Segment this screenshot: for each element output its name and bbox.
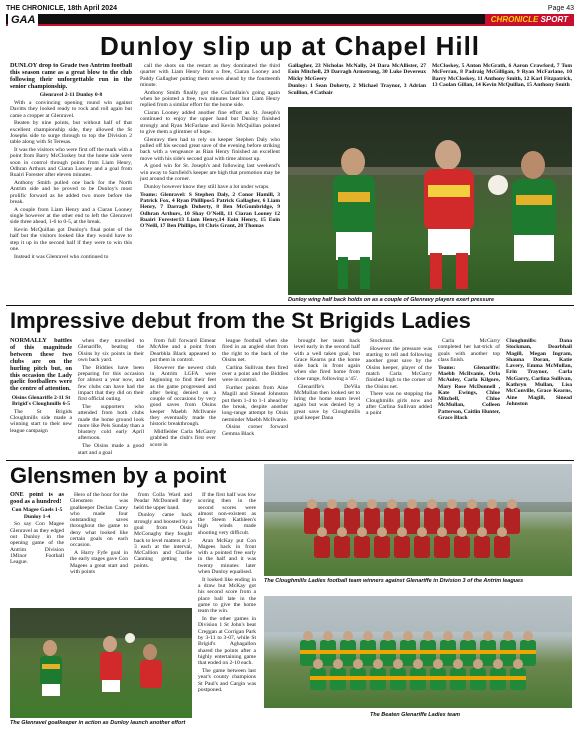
gaa-logo: GAA <box>8 14 38 26</box>
paragraph: Midfielder Carla McGarry grabbed the club's first ever score in <box>150 429 216 448</box>
photo-illustration <box>264 596 572 708</box>
paragraph: brought her team back level early in the second half with a well taken goal, but Grace Kearns put the home side back in front again when she fired home from close range, following a '45'. <box>294 338 360 382</box>
paragraph: Oisins corner forward Gemma Black <box>222 424 288 437</box>
publication-date: THE CHRONICLE, 18th April 2024 <box>6 4 117 12</box>
page-topline <box>6 3 574 13</box>
glenravel-photo-caption: The Glenravel goalkeeper in action as Dunloy launch another effort <box>10 720 186 726</box>
paragraph: Carlina Sullivan then fired over a point and the Biddies were in control. <box>222 364 288 384</box>
article1-column-1 <box>10 63 132 303</box>
paragraph: There was no stopping the Cloughmills girls now and after Carlina Sullivan added a point <box>366 391 432 417</box>
article2-column-1 <box>10 338 72 456</box>
paragraph: A Harry Fyfe goal in the early stages gave Con Magees a great start and with points <box>70 550 128 576</box>
article1-dunloy-team: Dunloy: 1 Sean Doherty, 2 Michael Traynor, 3 Adrian Scullion, 4 Cathair <box>288 83 426 96</box>
article2-column-4 <box>222 338 288 456</box>
article1-teams: Teams: Glenravel: S Stephen Daly, 2 Conor Hamill, 3 Patrick Fox, 4 Ryan Phillipos5 Patrick Gallagher, 6 Liam Henry, 7 Darragh Doherty, 8 Ben McGumbridge, 9 Odhran Arthurs, 10 Shay O'Neill, 11 Ciaran Looney 12 Ruairi Forester13 Liam Henry,14 Eoin Henry, 15 Eoin O'Neill, 17 Ben Phillips, 18 Chris Grant, 20 Thomas <box>140 191 280 230</box>
paragraph: Dunloy however know they still have a lot under wraps. <box>144 183 270 190</box>
paragraph: The Oisins made a good start and a goal <box>78 443 144 456</box>
paragraph: Anthony Smith finally got the Cuchullain's going again when he pointed a free, two minutes later but Liam Henry replied from a similar effort for the home side. <box>140 89 280 109</box>
paragraph: Glenariffe's DeVila McMullan then looked set to bring the home team level again but was denied by a great save by Cloughmills goal keeper Dana <box>294 383 360 422</box>
article1-score: Glenravel 2-11 Dunloy 0-8 <box>39 92 103 99</box>
paragraph: So say Con Magee Glenravel as they edged out Dunloy in the opening game of the Antrim Division 1Minor Football League. <box>10 521 64 566</box>
paragraph: Kevin McQuillan got Dunloy's final point of the half but the visitors looked like they would have to step it up in the second half if they were to win this one. <box>10 227 132 252</box>
article2-lead: NORMALLY battles of this magnitude between these two clubs are on the hurling pitch but, on this occasion the Lady gaelic footballers were the centre of attention. <box>10 338 72 393</box>
article3-column-4 <box>198 492 256 718</box>
article3-score: Con Magee Gaels 1-5 Dunloy 1-4 <box>11 507 63 520</box>
dunloy-photo-caption: Dunloy wing half back holds on as a couple of Glenravy players exert pressure <box>288 297 495 303</box>
article1-column-2 <box>140 63 280 303</box>
article3-column-3 <box>134 492 192 604</box>
article1-lead: DUNLOY drop to Grade two Antrim football this season came as a great blow to the club following their unforgettable run in the senior championship. <box>10 63 132 90</box>
paragraph: Carla McGarry completed her hat-trick of goals with another top class finish. <box>438 338 500 363</box>
article2-glenariffe-team: Teams: Glenariffe: Maebh McIlvanie, Orla McAuley, Carla Kilgore, Mary Rose McDonnell , Kate Ewings, Chloe Mitchell, Chloe McMullan, Colleen Patterson, Caitlin Hunter, Grace Black <box>438 364 500 422</box>
paragraph: from Colla Ward and Peadar McDonnell they held the upper hand. <box>134 492 192 511</box>
article1-glenravel-subs: Gallagher, 23 Nicholas McNally, 24 Dara McAllister, 27 Eoin Mitchell, 29 Darragh Armstrong, 30 Luke Devereux Micky McGeery <box>288 63 426 82</box>
paragraph: The game between last year's county champions St Paul's and Cargin was postponed. <box>198 668 256 693</box>
sport-label: SPORT <box>540 15 568 24</box>
article2-column-2 <box>78 338 144 456</box>
paragraph: Stockman. <box>370 338 394 344</box>
paragraph: However the pressure was starting to tell and following another great save by the Oisins keeper, player of the match Carla McGarry finished high to the corner of the Oisins net. <box>366 345 432 390</box>
headline-dunloy: Dunloy slip up at Chapel Hill <box>99 32 481 60</box>
chronicle-label: CHRONICLE <box>490 15 539 24</box>
dunloy-match-photo <box>288 107 572 295</box>
paragraph: when they travelled to Glenariffe, beating the Oisins by six points in their own back yard. <box>78 338 144 363</box>
section-bar <box>6 14 574 26</box>
paragraph: Glenravy then had to rely on keeper Stephen Daly who pulled off his second great save of the evening before striking back with a vengeance as Rian Henry finished an excellent move with his side's second goal with time almost up. <box>140 136 280 162</box>
page-number: Page 43 <box>547 4 574 12</box>
paragraph: The supporters who attended from both clubs made the home ground look more like Pels Sunday than a blustery cold early April afternoon. <box>78 403 144 442</box>
cloughmills-team-photo <box>264 464 572 576</box>
paragraph: The St Brigids Cloughmills side made a winning start to their new league campaign <box>10 408 72 434</box>
paragraph: Further points from Aine Magill and Sinead Johnston put them 1-4 to 1-1 ahead by the break, despite another long-range attempt by Oisin netminder Maebh McIlvanie. <box>222 385 288 423</box>
photo-illustration <box>264 464 572 576</box>
article2-score: Oisins Glenariffe 2-11 St Brigid's Cloughmills 6-5 <box>11 394 71 408</box>
paragraph: Ciaran Looney added another fine effort as St. Joseph's continued to enjoy the upper hand but Dunloy finished strongly and Ryan McFarlane and Kevin McQuillan pointed to give them a glimmer of hope. <box>140 110 280 135</box>
paragraph: With a convincing opening round win against Davitts they looked ready to rock and roll again but came a cropper at Glenravel. <box>10 99 132 119</box>
paragraph: Dunloy came back strongly and boosted by a goal from Oisin McConaghy they fought back to level matters at 1-3 each at the interval, McCallion and Charlie Canning getting the points. <box>134 512 192 569</box>
paragraph: Instead it was Glenravel who continued to <box>14 253 109 260</box>
article2-column-8 <box>506 338 572 456</box>
paragraph: If the first half was low scoring then in the second scores were almost non-existent as the Steem Kathleen's high winds made shooting very difficult. <box>198 492 256 536</box>
headline-st-brigids: Impressive debut from the St Brigids Ladies <box>10 309 471 333</box>
article2-column-6 <box>366 338 432 456</box>
paragraph: Aran McKay put Con Magees back in front with a pointed free early in the half and it was twenty minutes later when Dunloy equalised. <box>198 537 256 576</box>
chronicle-sport-logo <box>485 14 574 26</box>
glenariffe-photo-caption: The Beaten Glenariffe Ladies team <box>370 712 461 718</box>
paragraph: However the newest club in Antrim LGFA were beginning to find their feet as the game progressed and after being denied on a couple of occasions by very good saves from Oisins keeper Maebh McIlvanie they eventually made the historic breakthrough. <box>150 364 216 428</box>
paragraph: It was the visitors who were first off the mark with a point from Barry McCloskey but the home side were soon in control through points from Liam Henry, Odhran Arthurs and Ciaran Looney and a goal from Ruairi Forester after eleven minutes. <box>10 147 132 179</box>
paragraph: In the other games in Division 1 St John's beat Creggan at Corrigan Park by 3-11 to 3-07, while St Brigid's Aghagallon shared the points after a highly entertaining game that ended on 2-10 each. <box>198 616 256 667</box>
photo-illustration <box>288 107 572 295</box>
article3-column-1 <box>10 492 64 604</box>
article2-column-7 <box>438 338 500 456</box>
glenariffe-team-photo <box>264 596 572 708</box>
article1-dunloy-team-cont: McCloskey, 5 Anton McGrath, 6 Aaron Crawford, 7 Tom McFerran, 8 Padraig McGilligan, 9 Ryan McFarlane, 10 Barry McCloskey, 11 Anthony Smith, 12 Karl Fitzpatrick, 13 Caolan Gillan, 14 Kevin McQuillan, 15 Anthony Smith <box>432 63 572 88</box>
paragraph: Beaten by nine points, but without half of that excellent championship side, they allowed the St Josephs side to surge through to top the Division 2 table along with St Teresas. <box>10 120 132 146</box>
article3-column-2 <box>70 492 128 604</box>
paragraph: league football when she fired in an angled shot from the right to the back of the Oisins net. <box>222 338 288 363</box>
paragraph: call the shots on the restart as they dominated the third quarter with Liam Henry from a free, Ciaran Looney and Paddy Gallagher putting them seven ahead by the fourteenth minute. <box>140 63 280 88</box>
photo-illustration <box>10 608 192 718</box>
article2-column-3 <box>150 338 216 456</box>
paragraph: The Biddies have been preparing for this occasion for almost a year now, and few clubs can have had the impact that they did on their first official outing. <box>78 364 144 403</box>
article2-column-5 <box>294 338 360 456</box>
paragraph: Hero of the hour for the Glensmen was goalkeeper Declan Carey who made four outstanding saves throughout the game to deny what looked like certain goals on each occasion. <box>70 492 128 549</box>
paragraph: It looked like ending in a draw but McKay got his second score from a place ball late in the game to give the home team the win. <box>198 576 256 615</box>
article1-column-4 <box>432 63 572 103</box>
divider <box>6 305 574 306</box>
article1-column-3 <box>288 63 426 103</box>
paragraph: A good win for St. Joseph's and following last weekend's win away to Sarsfield's keeper are high that promotion may be just around the corner. <box>140 163 280 183</box>
headline-glensmen: Glensmen by a point <box>10 464 227 488</box>
divider <box>6 460 574 461</box>
paragraph: from full forward Eimear McAfee and a point from Dearbhla Black appeared to put them in control. <box>150 338 216 363</box>
article2-cloughmills-team: Cloughmills: Dana Stockman, Dearbhail Magill, Megan Ingram, Shauna Doran, Katie Lavery, Emma McMullan, Erin Traynor, Carla McGarry, Carlina Sullivan, Kathryn Mullan, Lisa McConville, Grace Kearns, Aine Magill, Sinead Johnston <box>506 338 572 407</box>
glenravel-goalkeeper-photo <box>10 608 192 718</box>
paragraph: A couple from Liam Henry and a Ciaran Looney single however at the other end to left the Glenravel side three ahead, 1-6 to 0-5, at the break. <box>10 206 132 226</box>
cloughmills-photo-caption: The Cloughmills Ladies football team winners against Glenariffe in Division 3 of the Antrim leagues <box>264 578 524 584</box>
paragraph: Anthony Smith pulled one back for the North Antrim side and he proved to be Dunloy's most prolific forward as he added two more before the break. <box>10 179 132 205</box>
article3-lead: ONE point is as good as a hundred! <box>10 492 64 505</box>
